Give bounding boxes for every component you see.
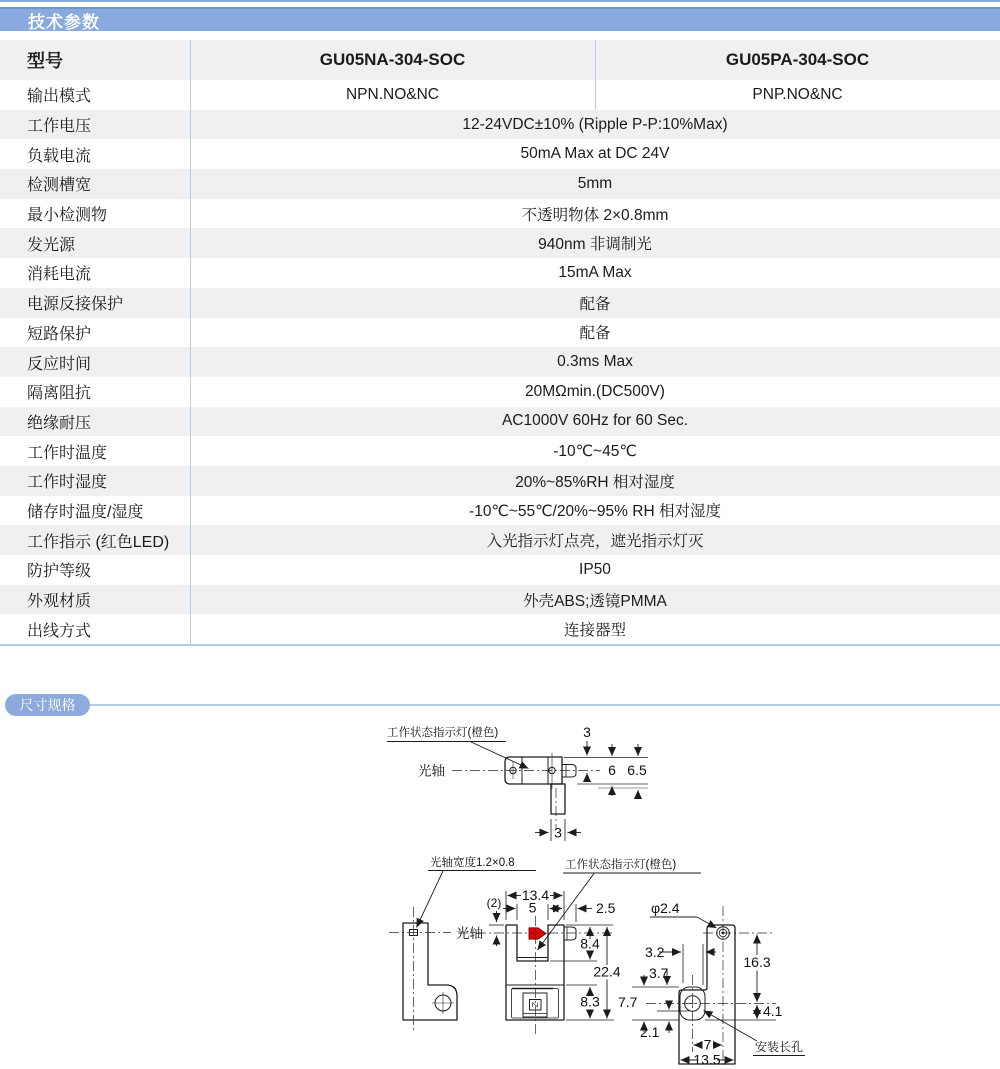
table-row-model [0,40,1000,80]
spec-value: 940nm 非调制光 [538,236,652,254]
sensor-body-side-view [403,923,457,1020]
spec-value: -10℃~55℃/20%~95% RH 相对湿度 [469,503,721,521]
dim-label: 2.5 [596,900,616,916]
spec-value: -10℃~45℃ [553,442,637,460]
spec-label: 防护等级 [27,563,92,581]
spec-label: 电源反接保护 [27,296,124,314]
spec-value: 配备 [579,295,611,313]
dim-label: 7 [703,1036,712,1053]
slot-label: 安装长孔 [755,1040,804,1054]
spec-value: 20%~85%RH 相对湿度 [515,473,675,491]
spec-label: 隔离阻抗 [27,385,92,403]
model-row-label: 型号 [27,51,63,71]
dim-label: 7.7 [618,994,638,1010]
spec-label: 最小检测物 [27,207,108,225]
hole-cross [432,992,454,1014]
spec-value: 0.3ms Max [557,353,633,371]
dim-label: 4.1 [763,1003,783,1019]
connector-housing [506,985,564,1018]
spec-label: 发光源 [27,236,76,254]
spec-value: 外壳ABS;透镜PMMA [523,592,667,610]
table-row [0,169,1000,199]
table-row [0,228,1000,258]
right-tab-front [564,927,576,940]
spec-value: AC1000V 60Hz for 60 Sec. [501,412,689,430]
spec-label: 工作电压 [27,118,92,136]
spec-value: 15mA Max [558,263,632,281]
hole-callout [650,900,717,928]
model-b: GU05PA-304-SOC [725,50,870,69]
dim-label: (2) [486,896,502,910]
side-view-drawing [389,855,536,1031]
indicator-callout [387,725,529,769]
table-row [0,614,1000,644]
spec-value: 配备 [579,325,611,343]
spec-label: 检测槽宽 [27,177,92,195]
spec-value: 12-24VDC±10% (Ripple P-P:10%Max) [462,115,728,133]
table-row [0,466,1000,496]
table-row [0,525,1000,555]
spec-table [0,40,1000,644]
spec-value: 入光指示灯点亮，遮光指示灯灭 [486,533,704,551]
dim-label: 3.2 [645,944,665,960]
rear-view-drawing [618,900,805,1068]
table-row [0,496,1000,526]
top-view-drawing [387,724,648,841]
spec-value: IP50 [579,560,611,578]
spec-label: 工作时湿度 [27,474,108,492]
slot-callout [704,1011,806,1056]
table-row [0,436,1000,466]
tech-params-header [0,7,1000,31]
axis-width-callout [417,855,537,928]
spec-label: 负载电流 [27,147,92,165]
axis-label: 光轴 [456,926,483,941]
indicator-label: 工作状态指示灯(橙色) [565,859,677,871]
dim-label: 3 [554,824,562,841]
spec-value: 50mA Max at DC 24V [520,145,670,163]
table-row-output [0,80,1000,110]
dim-label: 8.3 [580,993,600,1010]
spec-value-b: PNP.NO&NC [752,85,843,103]
dim-label: 13.4 [521,887,550,903]
spec-label: 输出模式 [27,88,92,106]
axis-label: 光轴 [418,763,445,779]
spec-label: 工作指示 (红色LED) [27,533,170,551]
axis-callout [418,763,445,779]
dimensions-section-pill [5,694,90,716]
table-row [0,377,1000,407]
table-row [0,110,1000,140]
table-row [0,199,1000,229]
led-indicator [529,928,546,939]
spec-value-a: NPN.NO&NC [345,85,439,103]
spec-label: 储存时温度/湿度 [27,503,144,521]
bottom-tab-top-view [551,784,565,814]
dim-label: 8.4 [580,935,600,952]
dim-label: 2.1 [640,1024,660,1040]
spec-value: 5mm [577,174,613,192]
dim-label: 6 [608,762,616,778]
dim-label: 13.5 [693,1051,721,1068]
table-row [0,585,1000,615]
table-column-divider [190,40,191,644]
spec-value: 不透明物体 2×0.8mm [521,206,669,224]
indicator-label: 工作状态指示灯(橙色) [387,727,499,739]
dimension-lines-front-view [487,887,621,1020]
table-row [0,347,1000,377]
dim-label: 22.4 [593,963,621,980]
spec-value: 20MΩmin.(DC500V) [525,382,665,400]
table-row [0,407,1000,437]
spec-label: 出线方式 [27,622,92,640]
spec-label: 消耗电流 [27,266,92,284]
spec-label: 外观材质 [27,593,92,611]
section-title-tech: 技术参数 [28,12,100,32]
hole-label: φ2.4 [651,900,680,916]
section-rule [60,704,1000,706]
dimension-drawings [0,710,1000,1069]
model-column-divider [595,40,596,110]
spec-label: 反应时间 [27,355,92,373]
dim-label: 6.5 [627,762,647,778]
spec-label: 短路保护 [27,325,92,343]
table-row [0,318,1000,348]
table-bottom-border [0,644,1000,646]
top-accent-line [0,0,1000,2]
spec-label: 绝缘耐压 [27,414,92,432]
spec-value: 连接器型 [563,622,626,640]
model-a: GU05NA-304-SOC [319,50,466,69]
table-row [0,258,1000,288]
dim-label: 3 [583,724,591,740]
table-row [0,555,1000,585]
table-row [0,288,1000,318]
spec-label: 工作时温度 [27,444,108,462]
dim-label: 3.7 [649,965,669,981]
dim-label: 16.3 [743,954,771,970]
table-row [0,139,1000,169]
dim-label: 5 [528,899,537,916]
section-title-dims: 尺寸规格 [19,697,76,713]
axis-width-label: 光轴宽度1.2×0.8 [430,857,515,869]
